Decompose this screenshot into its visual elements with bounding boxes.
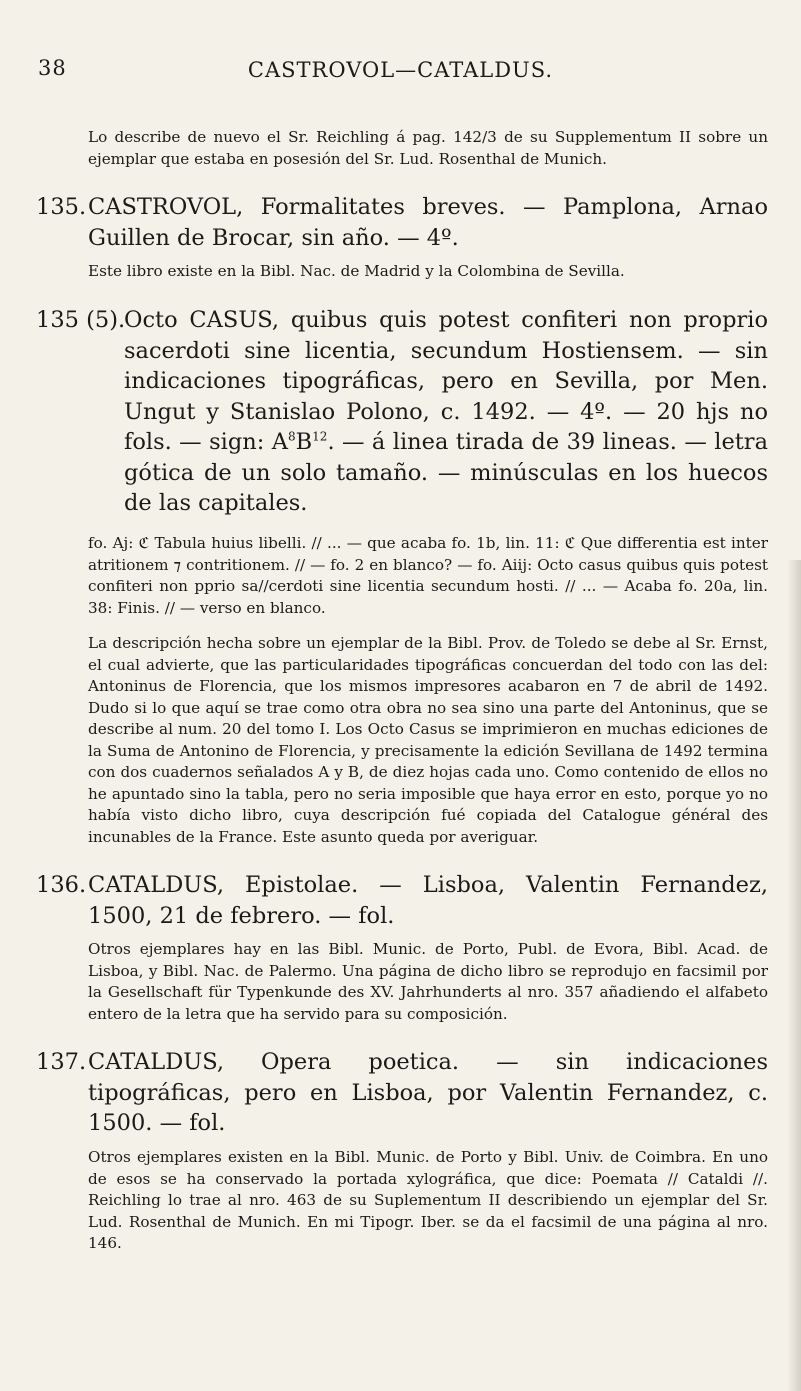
signature-superscript: 12 [312, 429, 328, 444]
transcription: fo. Aj: ℭ Tabula huius libelli. // ... — que acaba fo. 1b, lin. 11: ℭ Que differentia est inter atritionem ⁊ contritionem. // — fo. 2 en blanco? — fo. Aiij: Octo casus quibus quis potest confiteri non pprio sa//cerdoti sine licentia secundum hosti. // ... — Acaba fo. 20a, lin. 38: Finis. // — verso en blanco. [88, 534, 768, 617]
entry-137 [36, 1047, 768, 1139]
page-edge-shadow [787, 560, 801, 1391]
entry-135-5-note: La descripción hecha sobre un ejemplar de la Bibl. Prov. de Toledo se debe al Sr. Ernst, el cual advierte, que las particularidades tipográficas concuerdan del todo con las del: Antoninus de Florencia, que los mismos impresores acabaron en 7 de abril de 1492. Dudo si lo que aquí se trae como otra obra no sea sino una parte del Antoninus, que se describe al num. 20 del tomo I. Los Octo Casus se imprimieron en muchas ediciones de la Suma de Antonino de Florencia, y precisamente la edición Sevillana de 1492 termina con dos cuadernos señalados A y B, de diez hojas cada uno. Como contenido de ellos no he apuntado sino la tabla, pero no seria imposible que haya error en esto, porque yo no había visto dicho libro, cuya descripción fué copiada del Catalogue général des incunables de la France. Este asunto queda por averiguar. [88, 634, 768, 846]
entry-number: 136. [36, 872, 87, 898]
running-head: CASTROVOL—CATALDUS. [247, 58, 554, 82]
intro-note: Lo describe de nuevo el Sr. Reichling á pag. 142/3 de su Supplementum II sobre un ejemplar que estaba en posesión del Sr. Lud. Rosenthal de Munich. [88, 128, 768, 168]
heading-text: Octo CASUS, quibus quis potest confiteri non proprio sacerdoti sine licentia, secundum Hostiensem. — sin indicaciones tipográficas, pero en Sevilla, por Men. Ungut y Stanislao Polono, c. 1492. — 4º. — 20 hjs no fols. — sign: A [124, 307, 768, 455]
entry-number: 137. [36, 1049, 87, 1075]
entry-heading [124, 305, 768, 519]
page-number: 38 [38, 56, 67, 80]
page-header [0, 56, 801, 90]
heading-text: . — á linea tirada de 39 lineas. — letra gótica de un solo tamaño. — minúsculas en los huecos de las capitales. [124, 429, 768, 516]
entry-heading: CASTROVOL, Formalitates breves. — Pamplona, Arnao Guillen de Brocar, sin año. — 4º. [88, 194, 768, 251]
entry-136-note: Otros ejemplares hay en las Bibl. Munic. de Porto, Publ. de Evora, Bibl. Acad. de Lisboa, y Bibl. Nac. de Palermo. Una página de dicho libro se reprodujo en facsimil por la Gesellschaft für Typenkunde des XV. Jahrhunderts al nro. 357 añadiendo el alfabeto entero de la letra que ha servido para su composición. [88, 940, 768, 1023]
signature-superscript: 8 [287, 429, 296, 444]
entry-135-5 [36, 305, 768, 519]
heading-text: B [295, 429, 313, 455]
entry-136 [36, 870, 768, 931]
entry-heading: CATALDUS, Epistolae. — Lisboa, Valentin Fernandez, 1500, 21 de febrero. — fol. [88, 872, 768, 929]
entry-135 [36, 192, 768, 253]
entry-number: 135. [36, 194, 87, 220]
entry-135-note: Este libro existe en la Bibl. Nac. de Madrid y la Colombina de Sevilla. [88, 262, 625, 280]
entry-number: 135 (5). [36, 307, 126, 333]
entry-137-note: Otros ejemplares existen en la Bibl. Munic. de Porto y Bibl. Univ. de Coimbra. En uno de esos se ha conservado la portada xylográfica, que dice: Poemata // Cataldi //. Reichling lo trae al nro. 463 de su Suplementum II describiendo un ejemplar del Sr. Lud. Rosenthal de Munich. En mi Tipogr. Iber. se da el facsimil de una página al nro. 146. [88, 1148, 768, 1252]
entry-heading: CATALDUS, Opera poetica. — sin indicaciones tipográficas, pero en Lisboa, por Valentin Fernandez, c. 1500. — fol. [88, 1049, 768, 1136]
